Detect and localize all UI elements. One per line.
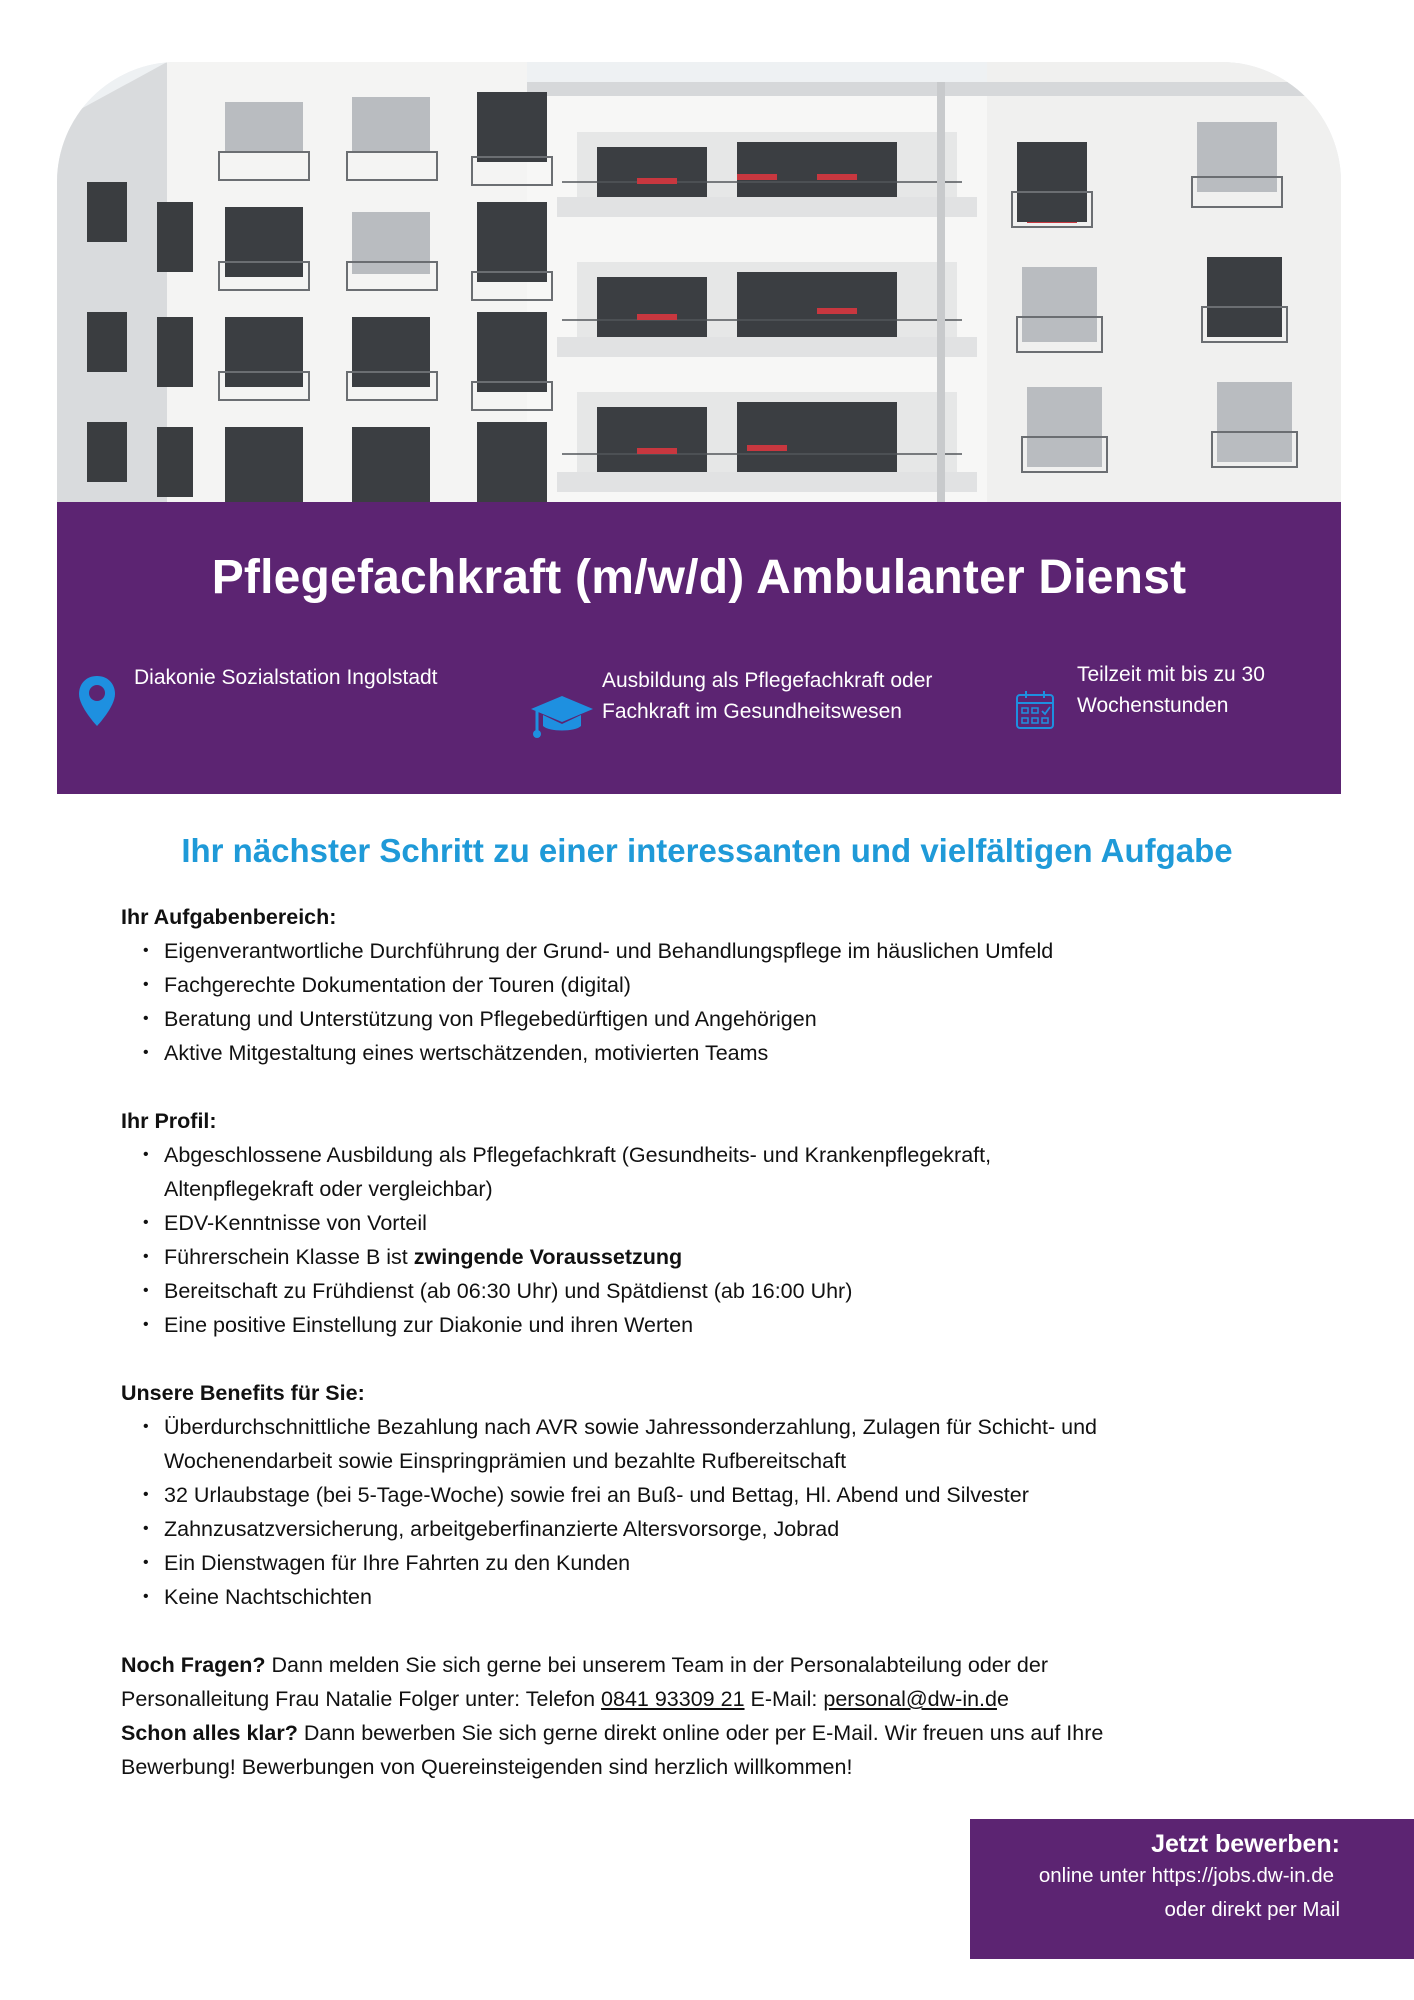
- list-item-emphasis: zwingende Voraussetzung: [413, 1245, 683, 1269]
- questions-text: Dann melden Sie sich gerne bei unserem Team in der Personalabteilung oder der: [265, 1653, 1048, 1677]
- profile-list: [121, 1138, 1301, 1342]
- list-item: • Bereitschaft zu Frühdienst (ab 06:30 Uhr) und Spätdienst (ab 16:00 Uhr): [164, 1274, 1301, 1308]
- list-item: • Zahnzusatzversicherung, arbeitgeberfinanzierte Altersvorsorge, Jobrad: [164, 1512, 1301, 1546]
- benefits-title: Unsere Benefits für Sie:: [121, 1381, 365, 1405]
- apply-mail-text: oder direkt per Mail: [1164, 1898, 1340, 1921]
- list-item-text: Wochenendarbeit sowie Einspringprämien und bezahlte Rufbereitschaft: [164, 1449, 847, 1473]
- email-link[interactable]: personal@dw-in.d: [823, 1687, 997, 1711]
- list-item: [164, 1410, 1301, 1478]
- list-item: • Fachgerechte Dokumentation der Touren (digital): [164, 968, 1301, 1002]
- location-text: Diakonie Sozialstation Ingolstadt: [134, 666, 438, 689]
- section-headline: Ihr nächster Schritt zu einer interessanten und vielfältigen Aufgabe: [181, 832, 1233, 869]
- phone-link[interactable]: 0841 93309 21: [601, 1687, 745, 1711]
- apply-title: Jetzt bewerben:: [1151, 1830, 1340, 1858]
- benefits-list: [121, 1410, 1301, 1614]
- list-item: • Eine positive Einstellung zur Diakonie und ihren Werten: [164, 1308, 1301, 1342]
- email-tail: e: [996, 1687, 1009, 1711]
- list-item-text: Altenpflegekraft oder vergleichbar): [164, 1177, 493, 1201]
- contact-paragraph: [121, 1648, 1301, 1784]
- email-label: E-Mail:: [744, 1687, 824, 1711]
- list-item: • Eigenverantwortliche Durchführung der Grund- und Behandlungspflege im häuslichen Umfeld: [164, 934, 1301, 968]
- hours-line-2: Wochenstunden: [1077, 694, 1229, 717]
- list-item-text: Abgeschlossene Ausbildung als Pflegefachkraft (Gesundheits- und Krankenpflegekraft,: [164, 1143, 992, 1167]
- job-title: Pflegefachkraft (m/w/d) Ambulanter Dienst: [211, 551, 1187, 604]
- location-pin-icon: [77, 674, 117, 733]
- profile-title: Ihr Profil:: [121, 1109, 217, 1133]
- list-item: • Ein Dienstwagen für Ihre Fahrten zu den Kunden: [164, 1546, 1301, 1580]
- building-photo: [57, 62, 1341, 504]
- list-item: • Aktive Mitgestaltung eines wertschätzenden, motivierten Teams: [164, 1036, 1301, 1070]
- calendar-icon: [1015, 690, 1055, 735]
- tasks-title: Ihr Aufgabenbereich:: [121, 905, 337, 929]
- list-item: [164, 1240, 1301, 1274]
- ready-label: Schon alles klar?: [121, 1721, 298, 1745]
- list-item-text: Überdurchschnittliche Bezahlung nach AVR sowie Jahressonderzahlung, Zulagen für Schicht- und: [164, 1415, 1098, 1439]
- list-item: • EDV-Kenntnisse von Vorteil: [164, 1206, 1301, 1240]
- tasks-list: [121, 934, 1301, 1070]
- header-band: [57, 502, 1341, 794]
- ready-text-2: Bewerbung! Bewerbungen von Quereinsteigenden sind herzlich willkommen!: [121, 1755, 853, 1779]
- education-line-1: Ausbildung als Pflegefachkraft oder: [602, 669, 933, 692]
- apply-box: [970, 1819, 1414, 1959]
- list-item: [164, 1138, 1301, 1206]
- education-line-2: Fachkraft im Gesundheitswesen: [602, 700, 902, 723]
- apply-online-link[interactable]: online unter https://jobs.dw-in.de: [1038, 1864, 1334, 1887]
- job-description: [121, 900, 1301, 1784]
- list-item: • 32 Urlaubstage (bei 5-Tage-Woche) sowie frei an Buß- und Bettag, Hl. Abend und Silvester: [164, 1478, 1301, 1512]
- ready-text: Dann bewerben Sie sich gerne direkt online oder per E-Mail. Wir freuen uns auf Ihre: [297, 1721, 1104, 1745]
- list-item: • Beratung und Unterstützung von Pflegebedürftigen und Angehörigen: [164, 1002, 1301, 1036]
- contact-person-text: Personalleitung Frau Natalie Folger unter: Telefon: [121, 1687, 602, 1711]
- list-item-text: Führerschein Klasse B ist: [164, 1245, 414, 1269]
- graduation-cap-icon: [529, 692, 595, 745]
- questions-label: Noch Fragen?: [121, 1653, 266, 1677]
- list-item: • Keine Nachtschichten: [164, 1580, 1301, 1614]
- hours-line-1: Teilzeit mit bis zu 30: [1077, 663, 1265, 686]
